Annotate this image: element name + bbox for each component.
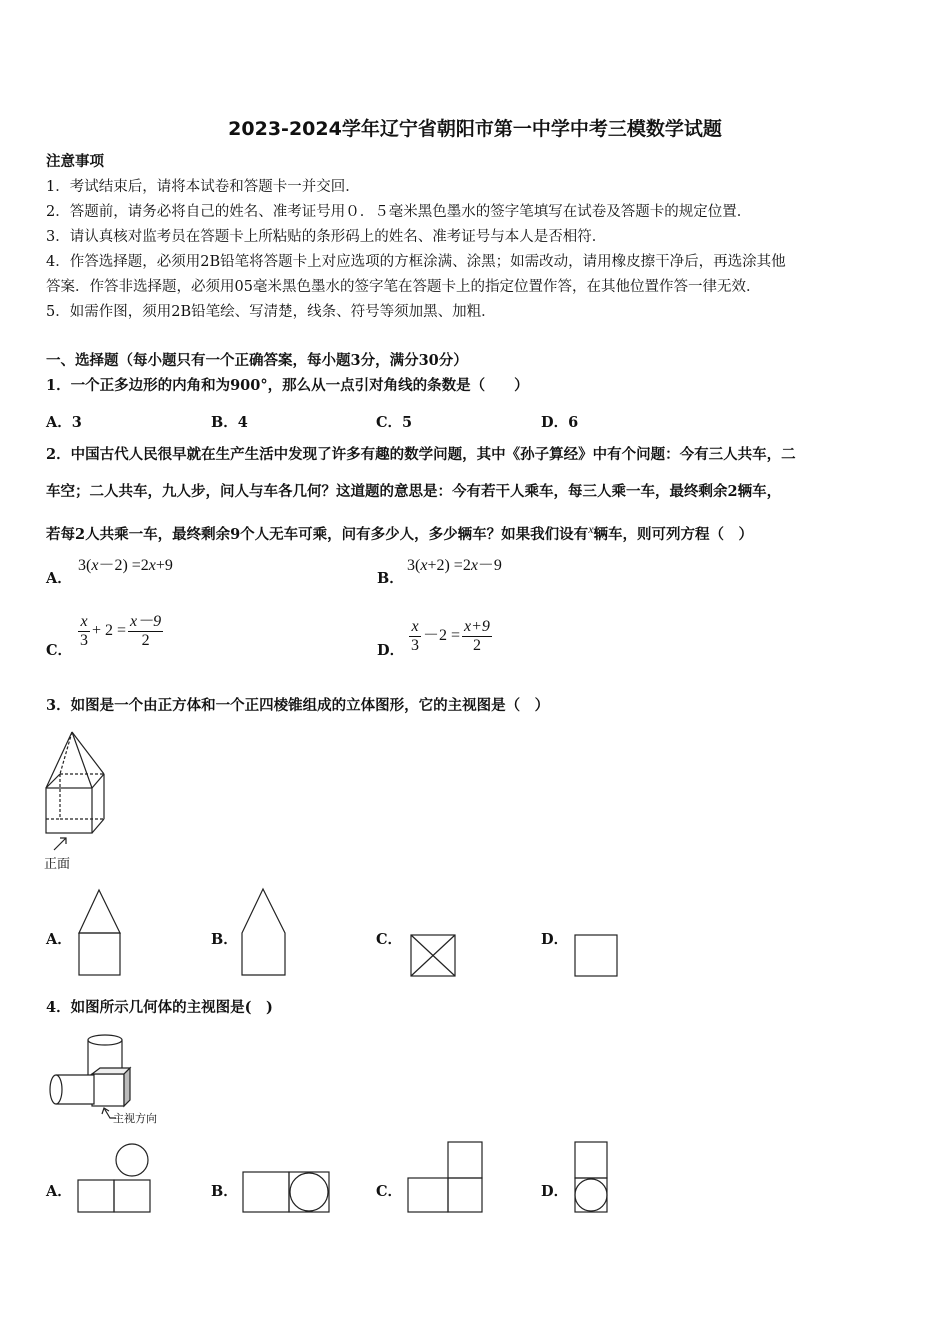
q3-option-b-figure [241,888,291,978]
q2-stem-line2: 车空；二人共车，九人步，问人与车各几何？这道题的意思是：今有若干人乘车，每三人乘一车，最终剩余2辆车， [46,483,782,500]
q3-figure-caption: 正面 [44,857,71,872]
notice-item: 2．答题前，请务必将自己的姓名、准考证号用０．５毫米黑色墨水的签字笔填写在试卷及答题卡的规定位置． [46,204,752,220]
q3-option-d-figure [574,934,620,978]
q3-solid-figure [40,728,110,873]
q4-option-c-figure [406,1140,486,1216]
notice-item: 3．请认真核对监考员在答题卡上所粘贴的条形码上的姓名、准考证号与本人是否相符． [46,229,607,245]
q3-label-d: D． [541,931,569,948]
q1-option-d: D．6 [541,414,579,431]
q3-label-a: A． [46,931,72,948]
notice-item: 5．如需作图，须用2B铅笔绘、写清楚，线条、符号等须加黑、加粗． [46,304,496,320]
q3-option-a-figure [78,888,128,978]
q3-label-c: C． [376,931,403,948]
q4-figure-caption: 主视方向 [113,1112,157,1125]
q1-stem: 1．一个正多边形的内角和为900°，那么从一点引对角线的条数是（ ） [46,377,529,394]
q4-option-b-figure [241,1170,333,1216]
notice-item: 答案．作答非选择题，必须用05毫米黑色墨水的签字笔在答题卡上的指定位置作答，在其他位置作答一律无效． [46,279,761,295]
q4-label-c: C． [376,1183,403,1200]
q4-option-a-figure [76,1142,156,1216]
page-title: 2023-2024学年辽宁省朝阳市第一中学中考三模数学试题 [228,118,722,140]
q2-label-d: D． [377,642,405,659]
q4-label-a: A． [46,1183,72,1200]
q3-label-b: B． [211,931,238,948]
q2-label-a: A． [46,570,72,587]
notice-item: 1．考试结束后，请将本试卷和答题卡一并交回． [46,179,360,195]
q4-option-d-figure [573,1140,611,1216]
notice-item: 4．作答选择题，必须用2B铅笔将答题卡上对应选项的方框涂满、涂黑；如需改动，请用橡皮擦干净后，再选涂其他 [46,254,786,270]
q2-option-b-equation: 3(x+2) =2x－9 [407,557,502,574]
q3-option-c-figure [410,934,458,978]
q4-label-d: D． [541,1183,569,1200]
q4-label-b: B． [211,1183,238,1200]
q2-stem-line1: 2．中国古代人民很早就在生产生活中发现了许多有趣的数学问题，其中《孙子算经》中有个问题：今有三人共车，二 [46,446,796,463]
q2-label-b: B． [377,570,404,587]
section-heading: 一、选择题（每小题只有一个正确答案，每小题3分，满分30分） [46,352,468,369]
q2-label-c: C． [46,642,73,659]
q4-stem: 4．如图所示几何体的主视图是( ) [46,999,273,1016]
q1-option-a: A．3 [46,414,82,431]
q2-option-d-equation: $\frac{x}{3}$ －2 = $\frac{x+9}{2}$ [411,618,490,654]
q1-option-b: B．4 [211,414,248,431]
q2-stem-line3: 若每2人共乘一车，最终剩余9个人无车可乘，问有多少人，多少辆车？如果我们设有$^x$辆车，则可列方程（ ） [46,522,754,543]
q2-option-c-equation: $\frac{x}{3}$ + 2 = $\frac{x-9}{2}$ [80,613,162,649]
q1-option-c: C．5 [376,414,413,431]
notice-heading: 注意事项 [46,153,104,170]
q2-option-a-equation: 3(x－2) =2x+9 [78,557,173,574]
q3-stem: 3．如图是一个由正方体和一个正四棱锥组成的立体图形，它的主视图是（ ） [46,697,550,714]
